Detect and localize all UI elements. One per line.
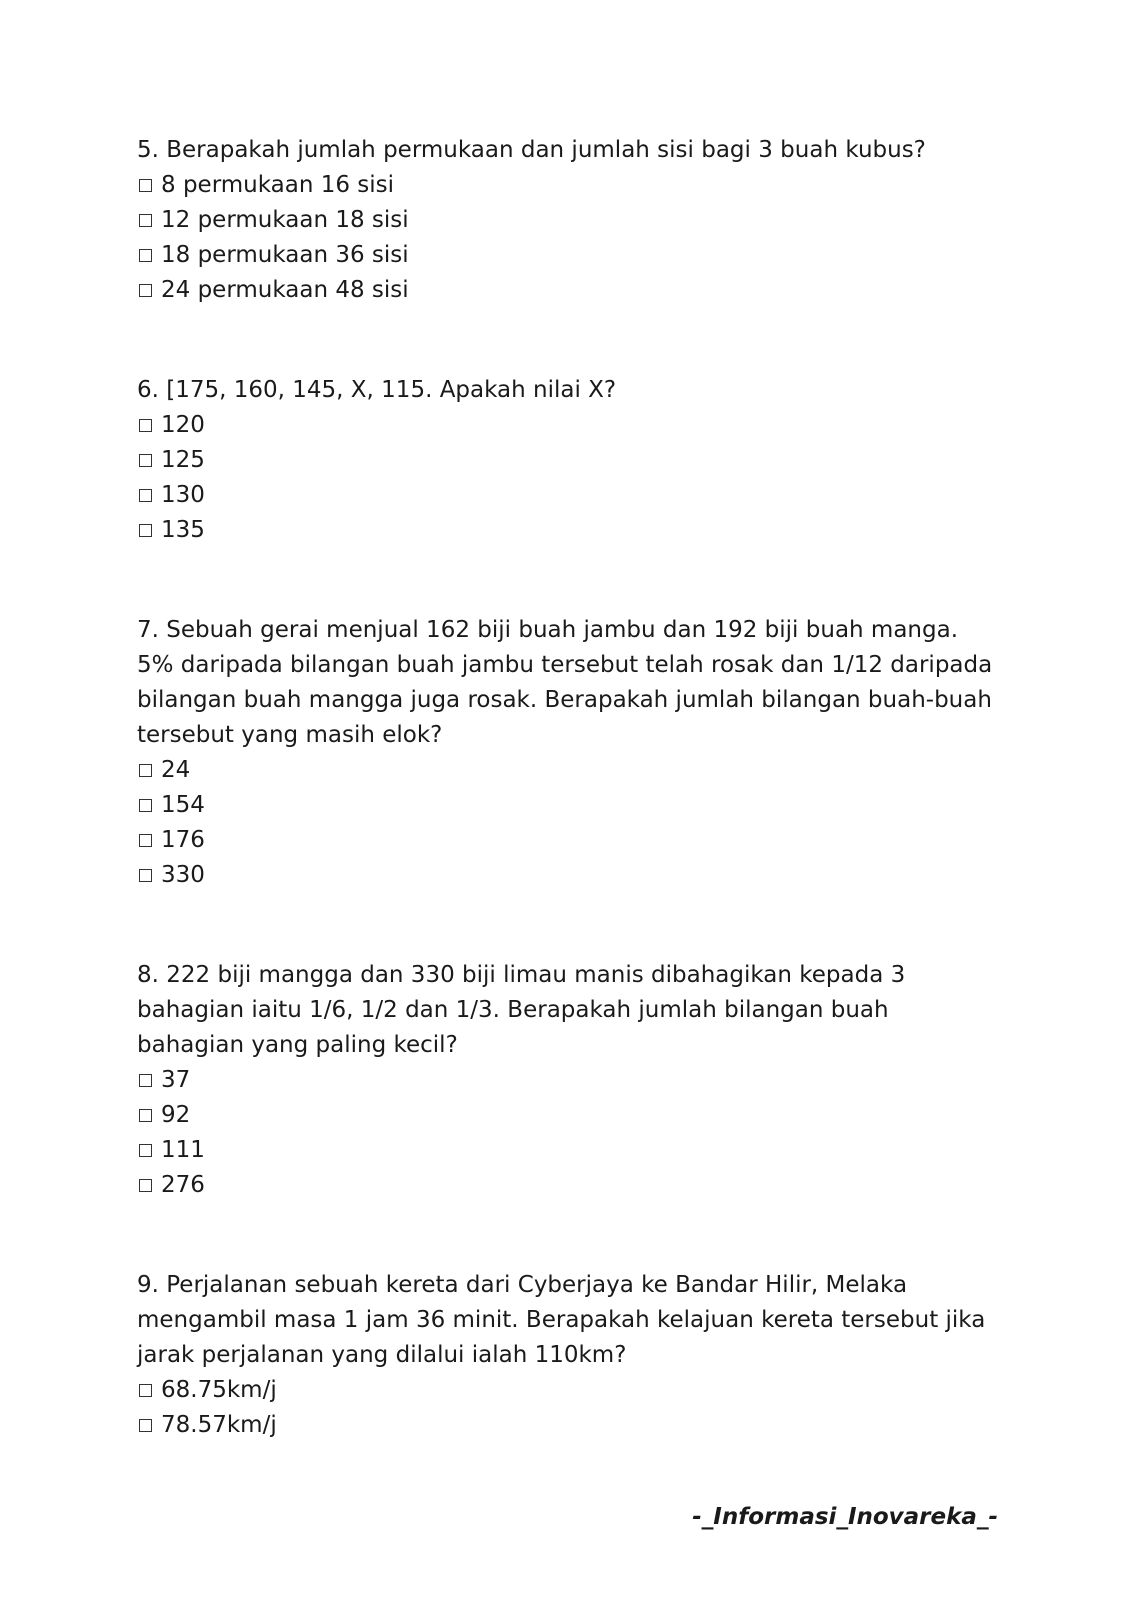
option-label: 68.75km/j <box>161 1377 277 1403</box>
option[interactable] <box>137 753 997 788</box>
option[interactable] <box>137 408 997 443</box>
option[interactable] <box>137 203 997 238</box>
spacer <box>137 893 997 958</box>
option[interactable] <box>137 1168 997 1203</box>
checkbox-icon[interactable] <box>139 1179 152 1192</box>
checkbox-icon[interactable] <box>139 1419 152 1432</box>
option-label: 24 permukaan 48 sisi <box>161 277 409 303</box>
question-9 <box>137 1268 997 1443</box>
checkbox-icon[interactable] <box>139 1074 152 1087</box>
option[interactable] <box>137 168 997 203</box>
option-label: 176 <box>161 827 205 853</box>
footer-signature: -_Informasi_Inovareka_- <box>692 1504 998 1530</box>
checkbox-icon[interactable] <box>139 834 152 847</box>
option-label: 120 <box>161 412 205 438</box>
checkbox-icon[interactable] <box>139 1109 152 1122</box>
spacer <box>137 1203 997 1268</box>
question-6 <box>137 373 997 548</box>
option-list <box>137 1373 997 1443</box>
option-label: 276 <box>161 1172 205 1198</box>
spacer <box>137 548 997 613</box>
option-label: 135 <box>161 517 205 543</box>
checkbox-icon[interactable] <box>139 419 152 432</box>
option-label: 12 permukaan 18 sisi <box>161 207 409 233</box>
question-text: 7. Sebuah gerai menjual 162 biji buah jambu dan 192 biji buah manga. 5% daripada bilangan buah jambu tersebut telah rosak dan 1/12 daripada bilangan buah mangga juga rosak. Berapakah jumlah bilangan buah-buah tersebut yang masih elok? <box>137 617 993 748</box>
option-list <box>137 1063 997 1203</box>
option-label: 154 <box>161 792 205 818</box>
question-text: 6. [175, 160, 145, X, 115. Apakah nilai X? <box>137 377 617 403</box>
checkbox-icon[interactable] <box>139 454 152 467</box>
option-list <box>137 168 997 308</box>
option-label: 37 <box>161 1067 191 1093</box>
question-list <box>137 133 997 1443</box>
option-label: 24 <box>161 757 191 783</box>
checkbox-icon[interactable] <box>139 489 152 502</box>
question-text: 9. Perjalanan sebuah kereta dari Cyberjaya ke Bandar Hilir, Melaka mengambil masa 1 jam 36 minit. Berapakah kelajuan kereta tersebut jika jarak perjalanan yang dilalui ialah 110km? <box>137 1272 986 1368</box>
checkbox-icon[interactable] <box>139 214 152 227</box>
option[interactable] <box>137 513 997 548</box>
option[interactable] <box>137 1408 997 1443</box>
option[interactable] <box>137 1063 997 1098</box>
option-list <box>137 408 997 548</box>
option-label: 111 <box>161 1137 205 1163</box>
option[interactable] <box>137 1133 997 1168</box>
option[interactable] <box>137 478 997 513</box>
question-8 <box>137 958 997 1203</box>
checkbox-icon[interactable] <box>139 869 152 882</box>
checkbox-icon[interactable] <box>139 1144 152 1157</box>
checkbox-icon[interactable] <box>139 764 152 777</box>
checkbox-icon[interactable] <box>139 284 152 297</box>
option-label: 18 permukaan 36 sisi <box>161 242 409 268</box>
option[interactable] <box>137 1098 997 1133</box>
option[interactable] <box>137 443 997 478</box>
option[interactable] <box>137 238 997 273</box>
question-text: 8. 222 biji mangga dan 330 biji limau manis dibahagikan kepada 3 bahagian iaitu 1/6, 1/2 dan 1/3. Berapakah jumlah bilangan buah bahagian yang paling kecil? <box>137 962 906 1058</box>
checkbox-icon[interactable] <box>139 799 152 812</box>
checkbox-icon[interactable] <box>139 1384 152 1397</box>
checkbox-icon[interactable] <box>139 249 152 262</box>
option[interactable] <box>137 273 997 308</box>
checkbox-icon[interactable] <box>139 524 152 537</box>
checkbox-icon[interactable] <box>139 179 152 192</box>
option-label: 130 <box>161 482 205 508</box>
question-text: 5. Berapakah jumlah permukaan dan jumlah sisi bagi 3 buah kubus? <box>137 137 926 163</box>
option[interactable] <box>137 788 997 823</box>
option-label: 8 permukaan 16 sisi <box>161 172 395 198</box>
option[interactable] <box>137 1373 997 1408</box>
spacer <box>137 308 997 373</box>
question-7 <box>137 613 997 893</box>
option-label: 125 <box>161 447 205 473</box>
option[interactable] <box>137 823 997 858</box>
question-5 <box>137 133 997 308</box>
option-label: 92 <box>161 1102 191 1128</box>
option-list <box>137 753 997 893</box>
option[interactable] <box>137 858 997 893</box>
option-label: 330 <box>161 862 205 888</box>
option-label: 78.57km/j <box>161 1412 277 1438</box>
